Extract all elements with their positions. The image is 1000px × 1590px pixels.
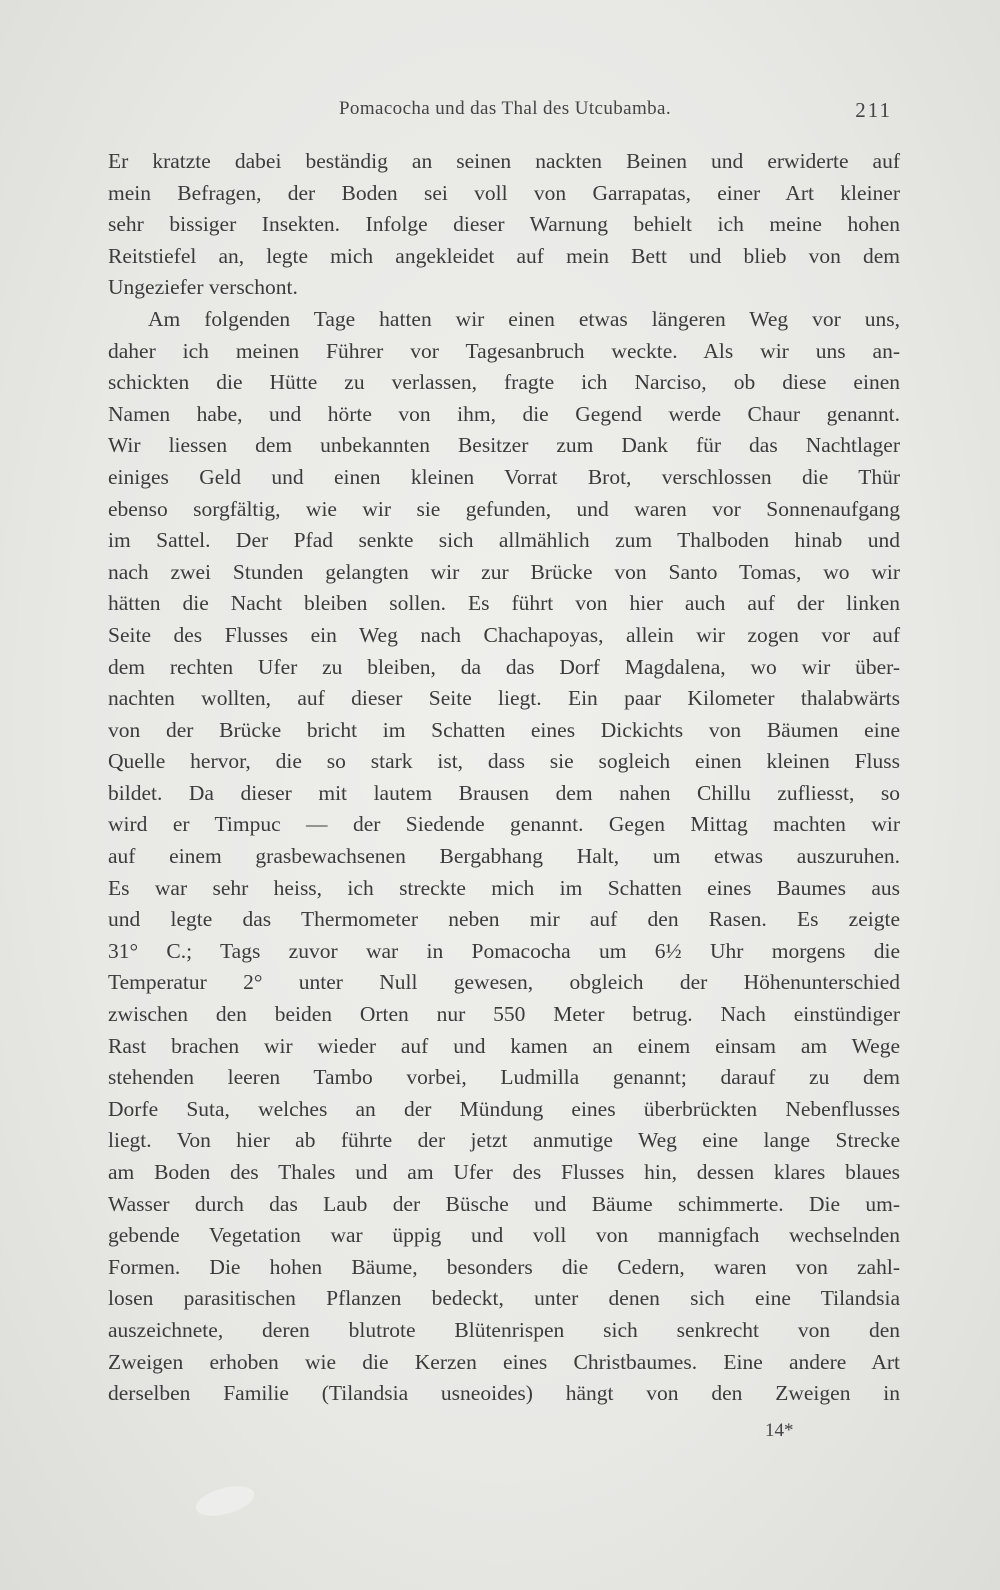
text-line: einiges Geld und einen kleinen Vorrat Brot, verschlossen die Thür (108, 464, 900, 489)
text-line: Namen habe, und hörte von ihm, die Gegend werde Chaur genannt. (108, 401, 900, 426)
signature-mark: 14* (765, 1420, 794, 1441)
text-line: Wasser durch das Laub der Büsche und Bäume schimmerte. Die um- (108, 1191, 900, 1216)
text-line: Es war sehr heiss, ich streckte mich im Schatten eines Baumes aus (108, 875, 900, 900)
text-line: bildet. Da dieser mit lautem Brausen dem nahen Chillu zufliesst, so (108, 780, 900, 805)
text-line: Rast brachen wir wieder auf und kamen an einem einsam am Wege (108, 1033, 900, 1058)
text-line: derselben Familie (Tilandsia usneoides) hängt von den Zweigen in (108, 1381, 900, 1406)
text-line: Quelle hervor, die so stark ist, dass sie sogleich einen kleinen Fluss (108, 749, 900, 774)
text-line: Ungeziefer verschont. (108, 275, 298, 300)
text-line: Temperatur 2° unter Null gewesen, obgleich der Höhenunterschied (108, 970, 900, 995)
text-line: sehr bissiger Insekten. Infolge dieser Warnung behielt ich meine hohen (108, 212, 900, 237)
text-line: auf einem grasbewachsenen Bergabhang Halt, um etwas auszuruhen. (108, 844, 900, 869)
running-title: Pomacocha und das Thal des Utcubamba. (338, 98, 672, 119)
text-line: stehenden leeren Tambo vorbei, Ludmilla genannt; darauf zu dem (108, 1065, 900, 1090)
text-line: ebenso sorgfältig, wie wir sie gefunden, und waren vor Sonnenaufgang (108, 496, 900, 521)
text-line: Am folgenden Tage hatten wir einen etwas längeren Weg vor uns, (148, 306, 900, 331)
text-line: von der Brücke bricht im Schatten eines Dickichts von Bäumen eine (108, 717, 900, 742)
text-line: Zweigen erhoben wie die Kerzen eines Christbaumes. Eine andere Art (108, 1349, 900, 1374)
text-line: Seite des Flusses ein Weg nach Chachapoyas, allein wir zogen vor auf (108, 622, 900, 647)
running-head (110, 98, 900, 126)
text-line: zwischen den beiden Orten nur 550 Meter betrug. Nach einstündiger (108, 1002, 900, 1027)
text-line: gebende Vegetation war üppig und voll von mannigfach wechselnden (108, 1223, 900, 1248)
text-line: dem rechten Ufer zu bleiben, da das Dorf Magdalena, wo wir über- (108, 654, 900, 679)
text-line: Reitstiefel an, legte mich angekleidet auf mein Bett und blieb von dem (108, 243, 900, 268)
text-line: nach zwei Stunden gelangten wir zur Brücke von Santo Tomas, wo wir (108, 559, 900, 584)
text-line: und legte das Thermometer neben mir auf den Rasen. Es zeigte (108, 907, 900, 932)
text-line: auszeichnete, deren blutrote Blütenrispen sich senkrecht von den (108, 1317, 900, 1342)
paper-stain (193, 1481, 258, 1522)
text-line: Er kratzte dabei beständig an seinen nackten Beinen und erwiderte auf (108, 149, 900, 173)
text-line: nachten wollten, auf dieser Seite liegt. Ein paar Kilometer thalabwärts (108, 686, 900, 711)
text-line: schickten die Hütte zu verlassen, fragte ich Narciso, ob diese einen (108, 370, 900, 395)
text-line: liegt. Von hier ab führte der jetzt anmutige Weg eine lange Strecke (108, 1128, 900, 1153)
page-number: 211 (855, 98, 892, 122)
text-line: am Boden des Thales und am Ufer des Flusses hin, dessen klares blaues (108, 1160, 900, 1184)
text-line: 31° C.; Tags zuvor war in Pomacocha um 6½ Uhr morgens die (108, 938, 900, 963)
text-line: Wir liessen dem unbekannten Besitzer zum Dank für das Nachtlager (108, 433, 900, 458)
text-line: losen parasitischen Pflanzen bedeckt, unter denen sich eine Tilandsia (108, 1286, 900, 1311)
body-text (108, 146, 900, 1410)
text-line: im Sattel. Der Pfad senkte sich allmählich zum Thalboden hinab und (108, 528, 900, 553)
text-line: wird er Timpuc — der Siedende genannt. Gegen Mittag machten wir (108, 812, 900, 837)
text-line: daher ich meinen Führer vor Tagesanbruch weckte. Als wir uns an- (108, 338, 900, 363)
text-line: Formen. Die hohen Bäume, besonders die Cedern, waren von zahl- (108, 1254, 900, 1279)
text-line: Dorfe Suta, welches an der Mündung eines überbrückten Nebenflusses (108, 1096, 900, 1121)
text-line: mein Befragen, der Boden sei voll von Garrapatas, einer Art kleiner (108, 180, 900, 205)
text-line: hätten die Nacht bleiben sollen. Es führt von hier auch auf der linken (108, 591, 900, 616)
